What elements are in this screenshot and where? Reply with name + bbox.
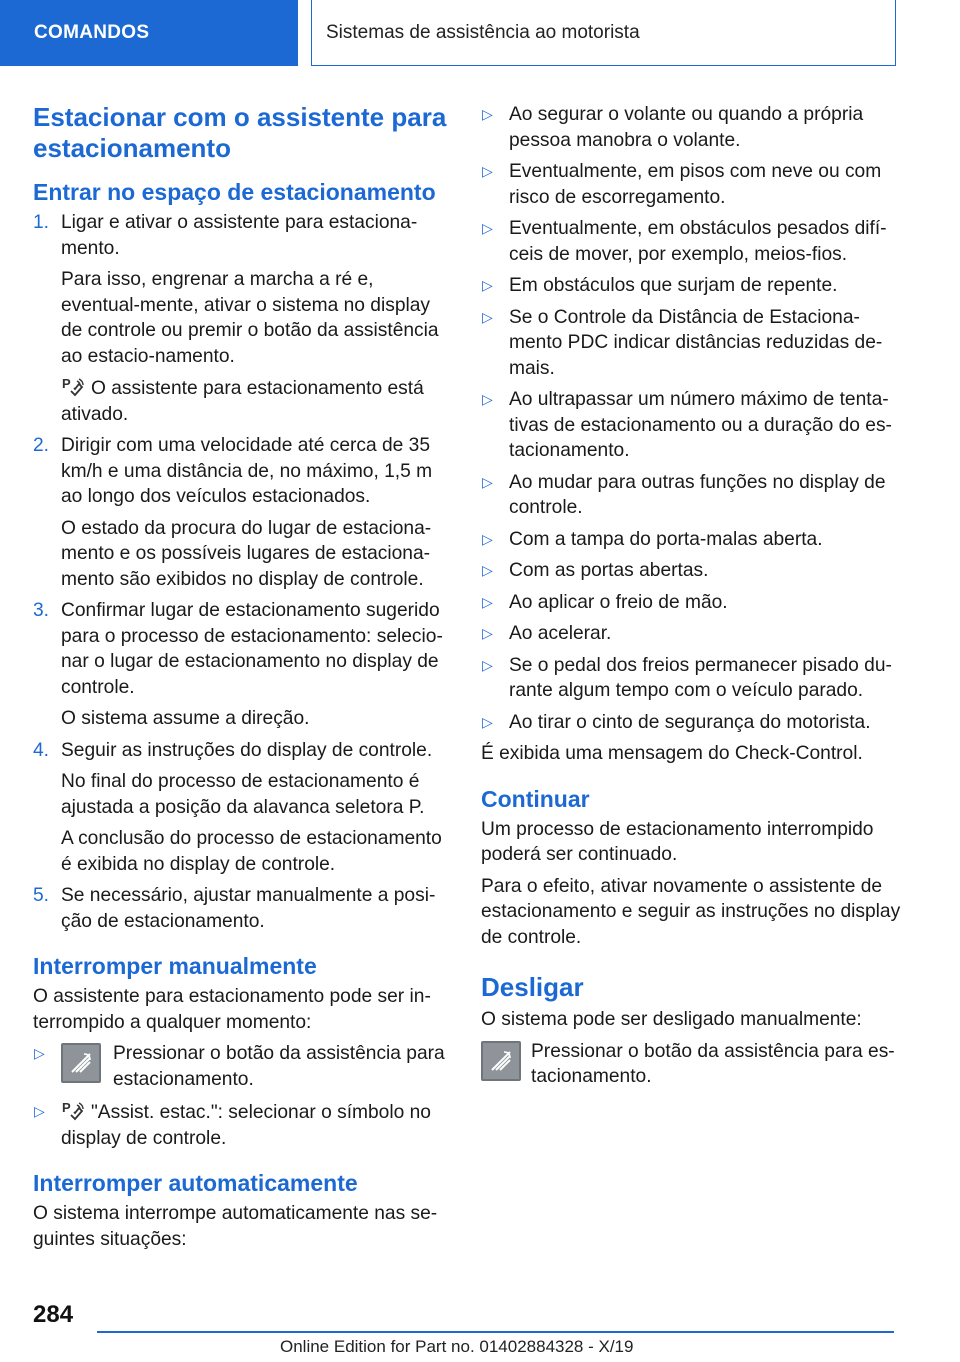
triangle-bullet-icon: ▷ <box>482 530 493 547</box>
step-subtext: O estado da procura do lugar de estaciona-mento e os possíveis lugares de estaciona-mento são exibidos no display de controle. <box>61 517 432 590</box>
list-item <box>481 216 901 267</box>
off-heading: Desligar <box>481 972 584 1002</box>
manual-bullet-display <box>33 1099 453 1151</box>
list-item <box>481 102 901 153</box>
triangle-bullet-icon: ▷ <box>482 713 493 730</box>
bullet-text: Ao tirar o cinto de segurança do motorista. <box>509 711 871 733</box>
parking-assist-icon <box>61 1099 87 1121</box>
list-item <box>481 653 901 704</box>
step-number: 4. <box>33 739 50 761</box>
bullet-text: Com as portas abertas. <box>509 560 709 581</box>
bullet-text: Eventualmente, em obstáculos pesados difí-ceis de mover, por exemplo, meios-fios. <box>509 218 887 265</box>
triangle-bullet-icon: ▷ <box>482 106 493 122</box>
step-number: 5. <box>33 885 50 906</box>
step-subtext: O sistema assume a direção. <box>61 708 310 729</box>
continue-text: Para o efeito, ativar novamente o assistente de estacionamento e seguir as instruções no display de controle. <box>481 875 901 948</box>
triangle-bullet-icon: ▷ <box>34 1103 45 1119</box>
svg-text:P: P <box>62 376 71 391</box>
bullet-text: Com a tampa do porta-malas aberta. <box>509 528 823 550</box>
manual-text: O assistente para estacionamento pode ser in-terrompido a qualquer momento: <box>33 986 431 1033</box>
off-button-instruction <box>481 1039 901 1091</box>
instruction-text: Pressionar o botão da assistência para es-tacionamento. <box>531 1040 895 1087</box>
section-tab: COMANDOS <box>0 0 298 66</box>
step-2 <box>33 433 453 592</box>
checkcontrol-text: É exibida uma mensagem do Check-Control. <box>481 743 863 764</box>
step-icon-note <box>61 375 453 427</box>
list-item <box>481 159 901 210</box>
section-title: Estacionar com o assistente para estacionamento <box>33 102 447 163</box>
step-text: Seguir as instruções do display de controle. <box>61 739 433 761</box>
footer-divider <box>97 1331 894 1333</box>
step-number: 1. <box>33 212 50 233</box>
list-item <box>481 621 901 647</box>
svg-text:P: P <box>62 1100 71 1115</box>
continue-heading: Continuar <box>481 785 590 812</box>
triangle-bullet-icon: ▷ <box>482 562 493 578</box>
list-item <box>481 387 901 464</box>
bullet-text: Se o Controle da Distância de Estaciona-mento PDC indicar distâncias reduzidas de-mais. <box>509 306 883 379</box>
off-text: O sistema pode ser desligado manualmente: <box>481 1009 862 1030</box>
list-item <box>481 527 901 553</box>
list-item <box>481 590 901 616</box>
step-5 <box>33 883 453 934</box>
triangle-bullet-icon: ▷ <box>482 220 493 236</box>
chapter-title: Sistemas de assistência ao motorista <box>311 0 896 66</box>
list-item <box>481 273 901 299</box>
triangle-bullet-icon: ▷ <box>482 625 493 641</box>
triangle-bullet-icon: ▷ <box>482 593 493 610</box>
triangle-bullet-icon: ▷ <box>482 391 493 407</box>
list-item <box>481 710 901 736</box>
bullet-text: Ao acelerar. <box>509 623 612 644</box>
step-text: Confirmar lugar de estacionamento sugerido para o processo de estacionamento: selecio-nar o lugar de estacionamento no display de controle. <box>61 600 443 698</box>
step-subtext: No final do processo de estacionamento é ajustada a posição da alavanca seletora P. <box>61 771 425 818</box>
triangle-bullet-icon: ▷ <box>482 473 493 490</box>
triangle-bullet-icon: ▷ <box>482 308 493 325</box>
list-item <box>481 305 901 382</box>
step-3 <box>33 598 453 732</box>
step-number: 2. <box>33 435 50 456</box>
bullet-text: Ao aplicar o freio de mão. <box>509 591 728 613</box>
bullet-text: Pressionar o botão da assistência para estacionamento. <box>113 1043 445 1090</box>
page-header <box>0 0 960 66</box>
enter-heading: Entrar no espaço de estacionamento <box>33 179 436 205</box>
triangle-bullet-icon: ▷ <box>482 277 493 293</box>
footer-edition: Online Edition for Part no. 01402884328 - X/19 <box>280 1337 634 1356</box>
triangle-bullet-icon: ▷ <box>482 163 493 179</box>
left-column <box>33 102 453 1258</box>
parking-assist-button-icon <box>481 1041 521 1081</box>
manual-bullet-button <box>33 1041 453 1093</box>
step-subtext: A conclusão do processo de estacionamento é exibida no display de controle. <box>61 828 442 875</box>
continue-text: Um processo de estacionamento interrompido poderá ser continuado. <box>481 818 874 865</box>
manual-heading: Interromper manualmente <box>33 953 317 979</box>
parking-assist-icon <box>61 375 87 397</box>
triangle-bullet-icon: ▷ <box>34 1045 45 1061</box>
bullet-text: Ao segurar o volante ou quando a própria pessoa manobra o volante. <box>509 104 864 151</box>
step-subtext: Para isso, engrenar a marcha a ré e, eventual-mente, ativar o sistema no display de controle ou premir o botão da assistência ao estacio-namento. <box>61 269 439 367</box>
step-number: 3. <box>33 600 50 621</box>
page-number: 284 <box>33 1301 74 1328</box>
bullet-text: Em obstáculos que surjam de repente. <box>509 275 838 296</box>
step-4 <box>33 738 453 878</box>
bullet-text: Eventualmente, em pisos com neve ou com risco de escorregamento. <box>509 161 882 208</box>
icon-note-text: O assistente para estacionamento está ativado. <box>61 378 424 425</box>
step-text: Dirigir com uma velocidade até cerca de 35 km/h e uma distância de, no máximo, 1,5 m ao longo dos veículos estacionados. <box>61 435 433 507</box>
triangle-bullet-icon: ▷ <box>482 656 493 673</box>
right-column <box>481 102 901 1091</box>
bullet-text: Ao mudar para outras funções no display de controle. <box>509 471 886 518</box>
list-item <box>481 558 901 584</box>
bullet-text: Se o pedal dos freios permanecer pisado du-rante algum tempo com o veículo parado. <box>509 654 892 701</box>
step-1 <box>33 210 453 427</box>
list-item <box>481 470 901 521</box>
step-text: Se necessário, ajustar manualmente a posi-ção de estacionamento. <box>61 885 436 932</box>
auto-heading: Interromper automaticamente <box>33 1170 358 1196</box>
bullet-text: Ao ultrapassar um número máximo de tenta-tivas de estacionamento ou a duração do es-tacionamento. <box>509 389 892 461</box>
auto-bullet-list <box>481 102 901 735</box>
parking-assist-button-icon <box>61 1043 101 1083</box>
bullet-text: "Assist. estac.": selecionar o símbolo no display de controle. <box>61 1102 431 1149</box>
step-text: Ligar e ativar o assistente para estaciona-mento. <box>61 212 418 259</box>
auto-text: O sistema interrompe automaticamente nas se-guintes situações: <box>33 1203 438 1250</box>
